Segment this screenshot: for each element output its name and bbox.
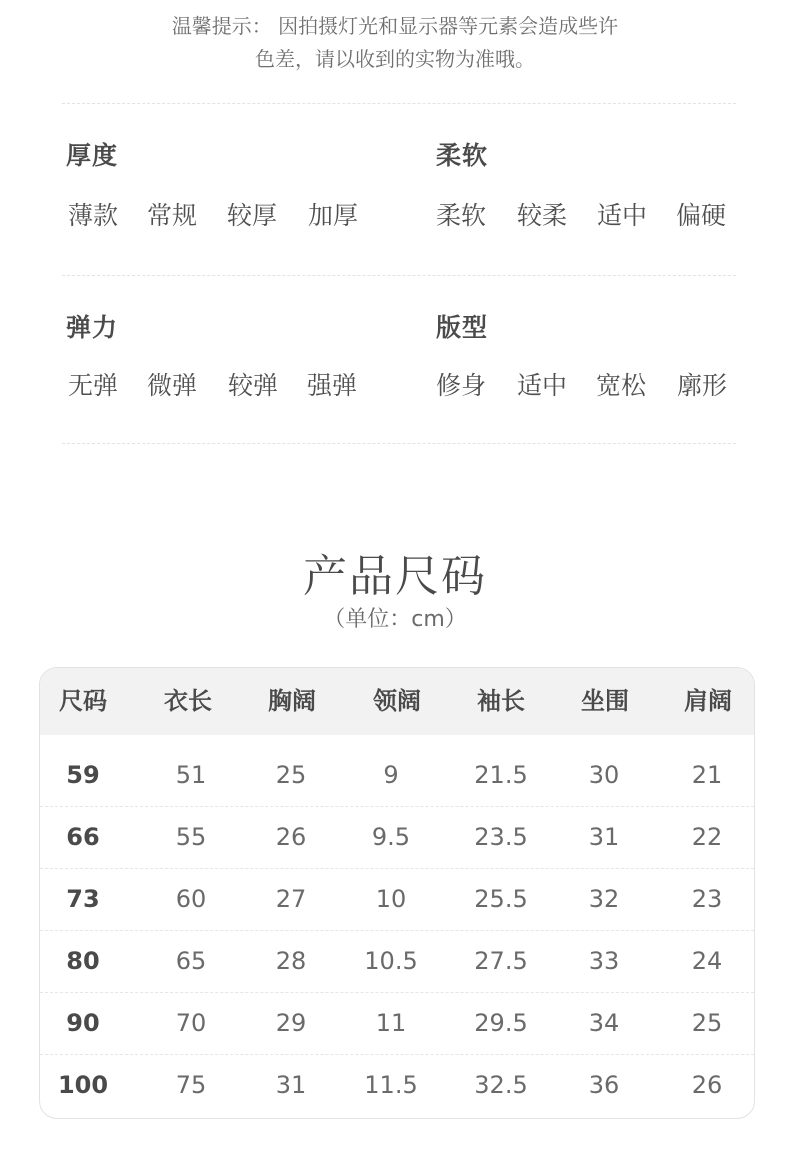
attr-options-softness	[0, 196, 790, 236]
table-cell: 11.5	[364, 1071, 418, 1099]
table-cell: 24	[691, 947, 723, 975]
table-row	[40, 868, 754, 931]
option-elasticity-1[interactable]: 微弹	[127, 366, 217, 406]
table-cell: 29	[275, 1009, 307, 1037]
header-length: 衣长	[164, 687, 212, 715]
option-elasticity-2[interactable]: 较弹	[227, 371, 278, 400]
table-cell: 30	[588, 761, 620, 789]
option-softness-2[interactable]: 适中	[596, 201, 647, 230]
option-elasticity-3[interactable]: 强弹	[306, 371, 357, 400]
header-chest: 胸阔	[268, 687, 316, 715]
table-cell: 11	[375, 1009, 407, 1037]
size-section-title: 产品尺码	[303, 551, 487, 602]
table-cell: 28	[275, 947, 307, 975]
divider-top	[62, 103, 736, 104]
table-cell: 51	[175, 761, 207, 789]
option-thickness-0[interactable]: 薄款	[67, 201, 118, 230]
table-cell: 9.5	[371, 823, 411, 851]
size-label-cell: 100	[57, 1071, 109, 1099]
option-softness-1[interactable]: 较柔	[516, 201, 567, 230]
table-cell: 10.5	[364, 947, 418, 975]
attr-title-softness: 柔软	[436, 141, 489, 170]
attr-title-elasticity: 弹力	[66, 313, 119, 342]
attr-title-fit: 版型	[436, 313, 489, 342]
color-notice	[0, 10, 790, 76]
table-row	[40, 992, 754, 1055]
option-fit-0[interactable]: 修身	[435, 371, 486, 400]
size-label-cell: 66	[66, 823, 100, 851]
table-cell: 22	[691, 823, 723, 851]
attr-title-thickness: 厚度	[66, 141, 119, 170]
size-label-cell: 73	[66, 885, 100, 913]
attr-options-fit	[0, 366, 790, 406]
header-shoulder: 肩阔	[684, 687, 732, 715]
option-thickness-2[interactable]: 较厚	[226, 201, 277, 230]
size-label-cell: 90	[66, 1009, 100, 1037]
size-table	[39, 667, 755, 1119]
option-thickness-3[interactable]: 加厚	[307, 201, 358, 230]
divider-bottom	[62, 443, 736, 444]
option-fit-1[interactable]: 适中	[497, 366, 587, 406]
header-sleeve: 袖长	[477, 687, 525, 715]
table-cell: 23.5	[474, 823, 528, 851]
table-cell: 60	[175, 885, 207, 913]
table-cell: 33	[588, 947, 620, 975]
table-cell: 34	[588, 1009, 620, 1037]
table-cell: 65	[175, 947, 207, 975]
table-cell: 70	[175, 1009, 207, 1037]
table-cell: 31	[275, 1071, 307, 1099]
table-cell: 75	[175, 1071, 207, 1099]
table-cell: 21	[691, 761, 723, 789]
table-cell: 32	[588, 885, 620, 913]
table-cell: 31	[588, 823, 620, 851]
table-cell: 29.5	[474, 1009, 528, 1037]
divider-middle	[62, 275, 736, 276]
table-cell: 21.5	[474, 761, 528, 789]
table-cell: 26	[691, 1071, 723, 1099]
size-label-cell: 80	[66, 947, 100, 975]
option-fit-3[interactable]: 廓形	[676, 371, 727, 400]
header-seat: 坐围	[581, 687, 629, 715]
option-softness-3[interactable]: 偏硬	[675, 201, 726, 230]
notice-line-1: 温馨提示： 因拍摄灯光和显示器等元素会造成些许	[171, 14, 619, 38]
table-cell: 23	[691, 885, 723, 913]
table-cell: 25.5	[474, 885, 528, 913]
option-thickness-1[interactable]: 常规	[127, 196, 217, 236]
size-table-header	[40, 668, 754, 735]
size-label-cell: 59	[66, 761, 100, 789]
option-fit-2[interactable]: 宽松	[595, 371, 646, 400]
size-section-unit: （单位：cm）	[323, 607, 467, 632]
table-cell: 32.5	[474, 1071, 528, 1099]
table-row	[40, 806, 754, 869]
table-row	[40, 1054, 754, 1116]
table-cell: 25	[691, 1009, 723, 1037]
table-cell: 10	[375, 885, 407, 913]
option-elasticity-0[interactable]: 无弹	[67, 371, 118, 400]
notice-line-2: 色差，请以收到的实物为准哦。	[255, 47, 535, 71]
table-cell: 36	[588, 1071, 620, 1099]
table-row	[40, 930, 754, 993]
table-cell: 25	[275, 761, 307, 789]
header-size: 尺码	[59, 687, 107, 715]
table-row	[40, 744, 754, 807]
option-softness-0[interactable]: 柔软	[416, 196, 506, 236]
table-cell: 27.5	[474, 947, 528, 975]
table-cell: 26	[275, 823, 307, 851]
table-cell: 27	[275, 885, 307, 913]
table-cell: 9	[383, 761, 399, 789]
header-collar: 领阔	[373, 687, 421, 715]
table-cell: 55	[175, 823, 207, 851]
